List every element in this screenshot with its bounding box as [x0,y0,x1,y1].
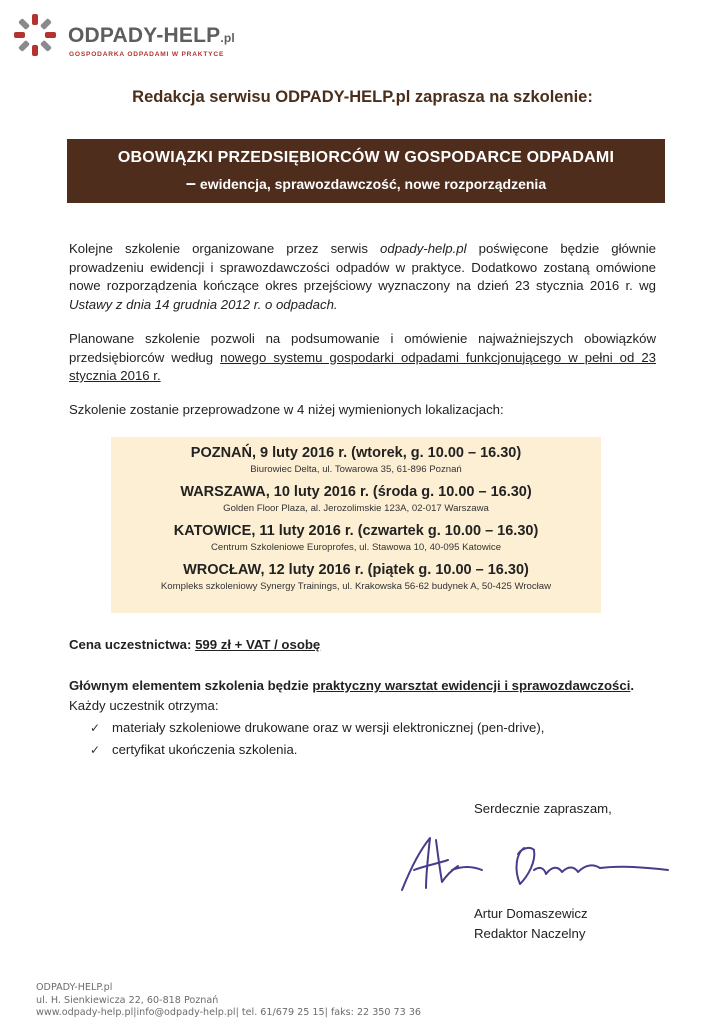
location-item [111,562,601,592]
signer-name: Artur Domaszewicz [474,906,588,921]
location-city-date: WARSZAWA, 10 luty 2016 r. (środa g. 10.00 – 16.30) [180,484,532,500]
banner-subtitle-row [67,173,665,194]
signer-title: Redaktor Naczelny [474,926,586,941]
locations-box [111,437,601,613]
price-value: 599 zł + VAT / osobę [195,637,321,652]
location-city-date: POZNAŃ, 9 luty 2016 r. (wtorek, g. 10.00 – 16.30) [190,445,522,461]
intro-paragraph: Kolejne szkolenie organizowane przez serwis odpady-help.pl poświęcone będzie głównie prowadzeniu ewidencji i sprawozdawczości odpadów w praktyce. Dodatkowo zostaną omówione nowe rozporządzenia kończące okres przejściowy wyznaczony na dzień 23 stycznia 2016 r. wg Ustawy z dnia 14 grudnia 2012 r. o odpadach. [69,241,656,312]
logo-suffix: .pl [220,31,235,45]
act-reference: Ustawy z dnia 14 grudnia 2012 r. o odpadach. [69,296,338,312]
handwritten-signature [396,830,676,898]
benefit-text: materiały szkoleniowe drukowane oraz w wersji elektronicznej (pen-drive), [112,720,545,735]
location-item [111,523,601,553]
price-line [69,636,656,655]
location-city-date: WROCŁAW, 12 luty 2016 r. (piątek g. 10.00 – 16.30) [183,562,529,578]
list-item [90,717,544,739]
check-icon: ✓ [90,743,101,757]
banner-title: OBOWIĄZKI PRZEDSIĘBIORCÓW W GOSPODARCE ODPADAMI [117,149,615,166]
closing-greeting: Serdecznie zapraszam, [474,801,612,816]
locations-intro: Szkolenie zostanie przeprowadzone w 4 niżej wymienionych lokalizacjach: [69,402,504,417]
footer-address: ul. H. Sienkiewicza 22, 60-818 Poznań [36,994,219,1006]
workshop-highlight: praktyczny warsztat ewidencji i sprawozdawczości [312,678,631,693]
banner-dash: – [185,173,196,193]
site-name: odpady-help.pl [380,241,467,256]
benefit-text: certyfikat ukończenia szkolenia. [112,742,298,757]
logo-name: ODPADY-HELP.pl [68,24,235,47]
location-venue: Kompleks szkoleniowy Synergy Trainings, ul. Krakowska 56-62 budynek A, 50-425 Wrocław [160,581,552,592]
footer [36,982,421,1020]
price-label: Cena uczestnictwa: [69,637,196,652]
each-participant-line: Każdy uczestnik otrzyma: [69,698,219,713]
location-venue: Biurowiec Delta, ul. Towarowa 35, 61-896 Poznań [250,464,462,475]
banner-subtitle: ewidencja, sprawozdawczość, nowe rozporządzenia [199,176,547,192]
logo [10,10,250,66]
summary-paragraph: Planowane szkolenie pozwoli na podsumowanie i omówienie najważniejszych obowiązków przedsiębiorców według nowego systemu gospodarki odpadami funkcjonującego w pełni od 23 stycznia 2016 r. [69,331,656,383]
recycle-logo-icon [10,10,60,60]
location-venue: Golden Floor Plaza, al. Jerozolimskie 123A, 02-017 Warszawa [223,503,489,514]
footer-company: ODPADY-HELP.pl [36,982,113,993]
headline: Redakcja serwisu ODPADY-HELP.pl zaprasza na szkolenie: [132,88,593,106]
location-item [111,445,601,475]
check-icon: ✓ [90,721,101,735]
location-city-date: KATOWICE, 11 luty 2016 r. (czwartek g. 10.00 – 16.30) [173,523,539,539]
list-item [90,739,544,761]
training-title-banner [67,139,665,203]
location-venue: Centrum Szkoleniowe Europrofes, ul. Stawowa 10, 40-095 Katowice [210,542,502,553]
new-system-note: nowego systemu gospodarki odpadami funkcjonującego w pełni od 23 stycznia 2016 r. [69,349,656,383]
location-item [111,484,601,514]
main-element-line: Głównym elementem szkolenia będzie praktyczny warsztat ewidencji i sprawozdawczości. [69,678,635,693]
footer-contact: www.odpady-help.pl|info@odpady-help.pl| tel. 61/679 25 15| faks: 22 350 73 36 [36,1007,422,1018]
benefits-list [90,717,544,761]
logo-tagline: GOSPODARKA ODPADAMI W PRAKTYCE [69,51,225,58]
